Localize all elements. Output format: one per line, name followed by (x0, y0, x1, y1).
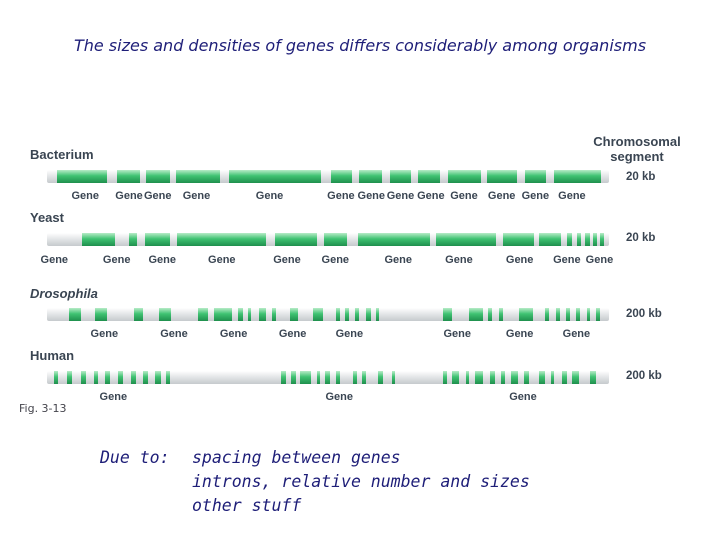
gene-segment (551, 371, 554, 384)
gene-segment (313, 308, 324, 321)
gene-segment (572, 371, 578, 384)
gene-segment (576, 308, 580, 321)
gene-segment (466, 371, 469, 384)
segment-scale-label: 20 kb (626, 232, 656, 244)
gene-label: Gene (505, 328, 534, 340)
gene-segment (177, 233, 266, 246)
gene-label: Gene (143, 190, 172, 202)
gene-segment (324, 233, 346, 246)
gene-label: Gene (321, 254, 350, 266)
gene-label: Gene (102, 254, 131, 266)
gene-label: Gene (278, 328, 307, 340)
gene-segment (590, 371, 596, 384)
gene-label: Gene (182, 190, 211, 202)
segment-scale-label: 20 kb (626, 171, 656, 183)
gene-segment (143, 371, 149, 384)
gene-label: Gene (90, 328, 119, 340)
gene-label: Gene (558, 190, 586, 202)
gene-segment (300, 371, 310, 384)
gene-segment (585, 233, 589, 246)
organism-label: Human (30, 348, 75, 363)
chromosome-track (47, 233, 609, 246)
gene-segment (443, 308, 452, 321)
gene-segment (105, 371, 110, 384)
gene-segment (82, 233, 115, 246)
gene-label: Gene (357, 190, 386, 202)
gene-label: Gene (386, 190, 415, 202)
gene-segment (355, 308, 359, 321)
gene-segment (487, 170, 517, 183)
gene-segment (469, 308, 483, 321)
note-line-3: other stuff (192, 496, 302, 515)
gene-segment (501, 371, 505, 384)
gene-segment (238, 308, 243, 321)
gene-segment (336, 371, 340, 384)
gene-segment (275, 233, 317, 246)
chromosome-track (47, 371, 609, 384)
gene-label: Gene (273, 254, 301, 266)
gene-segment (117, 170, 140, 183)
gene-segment (118, 371, 123, 384)
gene-label: Gene (335, 328, 364, 340)
gene-segment (539, 233, 560, 246)
gene-segment (490, 371, 495, 384)
gene-segment (376, 308, 379, 321)
gene-segment (539, 371, 545, 384)
note-line-2: introns, relative number and sizes (192, 472, 530, 491)
gene-label: Gene (445, 254, 473, 266)
gene-segment (452, 371, 460, 384)
gene-segment (390, 170, 411, 183)
figure-label: Fig. 3-13 (19, 402, 67, 415)
slide-title: The sizes and densities of genes differs considerably among organisms (73, 36, 647, 55)
gene-segment (336, 308, 339, 321)
gene-segment (259, 308, 266, 321)
gene-segment (214, 308, 232, 321)
gene-segment (358, 233, 430, 246)
organism-label: Bacterium (30, 147, 94, 162)
gene-label: Gene (417, 190, 445, 202)
gene-label: Gene (148, 254, 176, 266)
gene-segment (145, 233, 170, 246)
gene-segment (248, 308, 251, 321)
gene-segment (325, 371, 329, 384)
gene-segment (353, 371, 357, 384)
gene-segment (331, 170, 352, 183)
gene-segment (131, 371, 135, 384)
gene-segment (562, 371, 567, 384)
gene-segment (317, 371, 320, 384)
chromosome-track (47, 170, 609, 183)
gene-segment (525, 170, 546, 183)
gene-label: Gene (384, 254, 413, 266)
header-line-2: segment (610, 149, 664, 164)
header-line-1: Chromosomal (593, 134, 681, 149)
gene-segment (577, 233, 581, 246)
gene-segment (272, 308, 276, 321)
gene-segment (69, 308, 80, 321)
gene-segment (545, 308, 548, 321)
gene-segment (345, 308, 348, 321)
gene-label: Gene (255, 190, 284, 202)
gene-label: Gene (160, 328, 188, 340)
organism-label: Drosophila (30, 286, 98, 301)
gene-label: Gene (509, 391, 537, 403)
gene-segment (366, 308, 370, 321)
note-line-1: spacing between genes (192, 448, 401, 467)
gene-segment (596, 308, 600, 321)
gene-label: Gene (585, 254, 614, 266)
chromosomal-segment-header (580, 134, 694, 164)
gene-segment (281, 371, 286, 384)
gene-segment (176, 170, 220, 183)
gene-segment (129, 233, 137, 246)
gene-label: Gene (325, 391, 353, 403)
gene-segment (519, 308, 533, 321)
gene-segment (511, 371, 518, 384)
gene-label: Gene (521, 190, 550, 202)
note-prefix: Due to: (100, 448, 170, 467)
gene-label: Gene (443, 328, 472, 340)
gene-label: Gene (40, 254, 69, 266)
gene-segment (503, 233, 534, 246)
gene-segment (524, 371, 529, 384)
segment-scale-label: 200 kb (626, 308, 662, 320)
gene-segment (359, 170, 382, 183)
gene-segment (290, 308, 298, 321)
organism-label: Yeast (30, 210, 64, 225)
gene-segment (198, 308, 209, 321)
gene-label: Gene (115, 190, 143, 202)
gene-segment (166, 371, 170, 384)
gene-segment (67, 371, 73, 384)
gene-segment (554, 170, 600, 183)
gene-segment (567, 233, 572, 246)
gene-segment (418, 170, 440, 183)
gene-segment (488, 308, 492, 321)
gene-segment (146, 170, 169, 183)
gene-segment (134, 308, 142, 321)
gene-label: Gene (208, 254, 236, 266)
gene-label: Gene (450, 190, 478, 202)
chromosome-track (47, 308, 609, 321)
gene-segment (593, 233, 597, 246)
gene-segment (448, 170, 481, 183)
gene-segment (54, 371, 58, 384)
gene-label: Gene (553, 254, 581, 266)
gene-segment (362, 371, 366, 384)
gene-segment (378, 371, 383, 384)
gene-label: Gene (505, 254, 534, 266)
gene-segment (155, 371, 160, 384)
gene-label: Gene (219, 328, 248, 340)
gene-segment (94, 371, 98, 384)
gene-segment (475, 371, 483, 384)
gene-label: Gene (99, 391, 128, 403)
gene-segment (159, 308, 170, 321)
gene-segment (57, 170, 108, 183)
gene-segment (229, 170, 321, 183)
gene-label: Gene (487, 190, 516, 202)
gene-segment (392, 371, 395, 384)
gene-label: Gene (71, 190, 99, 202)
gene-segment (556, 308, 560, 321)
gene-segment (291, 371, 296, 384)
gene-segment (443, 371, 447, 384)
gene-segment (436, 233, 496, 246)
gene-label: Gene (562, 328, 591, 340)
gene-segment (81, 371, 86, 384)
gene-segment (566, 308, 570, 321)
gene-label: Gene (327, 190, 355, 202)
gene-segment (499, 308, 503, 321)
gene-segment (587, 308, 591, 321)
gene-segment (95, 308, 107, 321)
gene-segment (600, 233, 604, 246)
segment-scale-label: 200 kb (626, 370, 662, 382)
